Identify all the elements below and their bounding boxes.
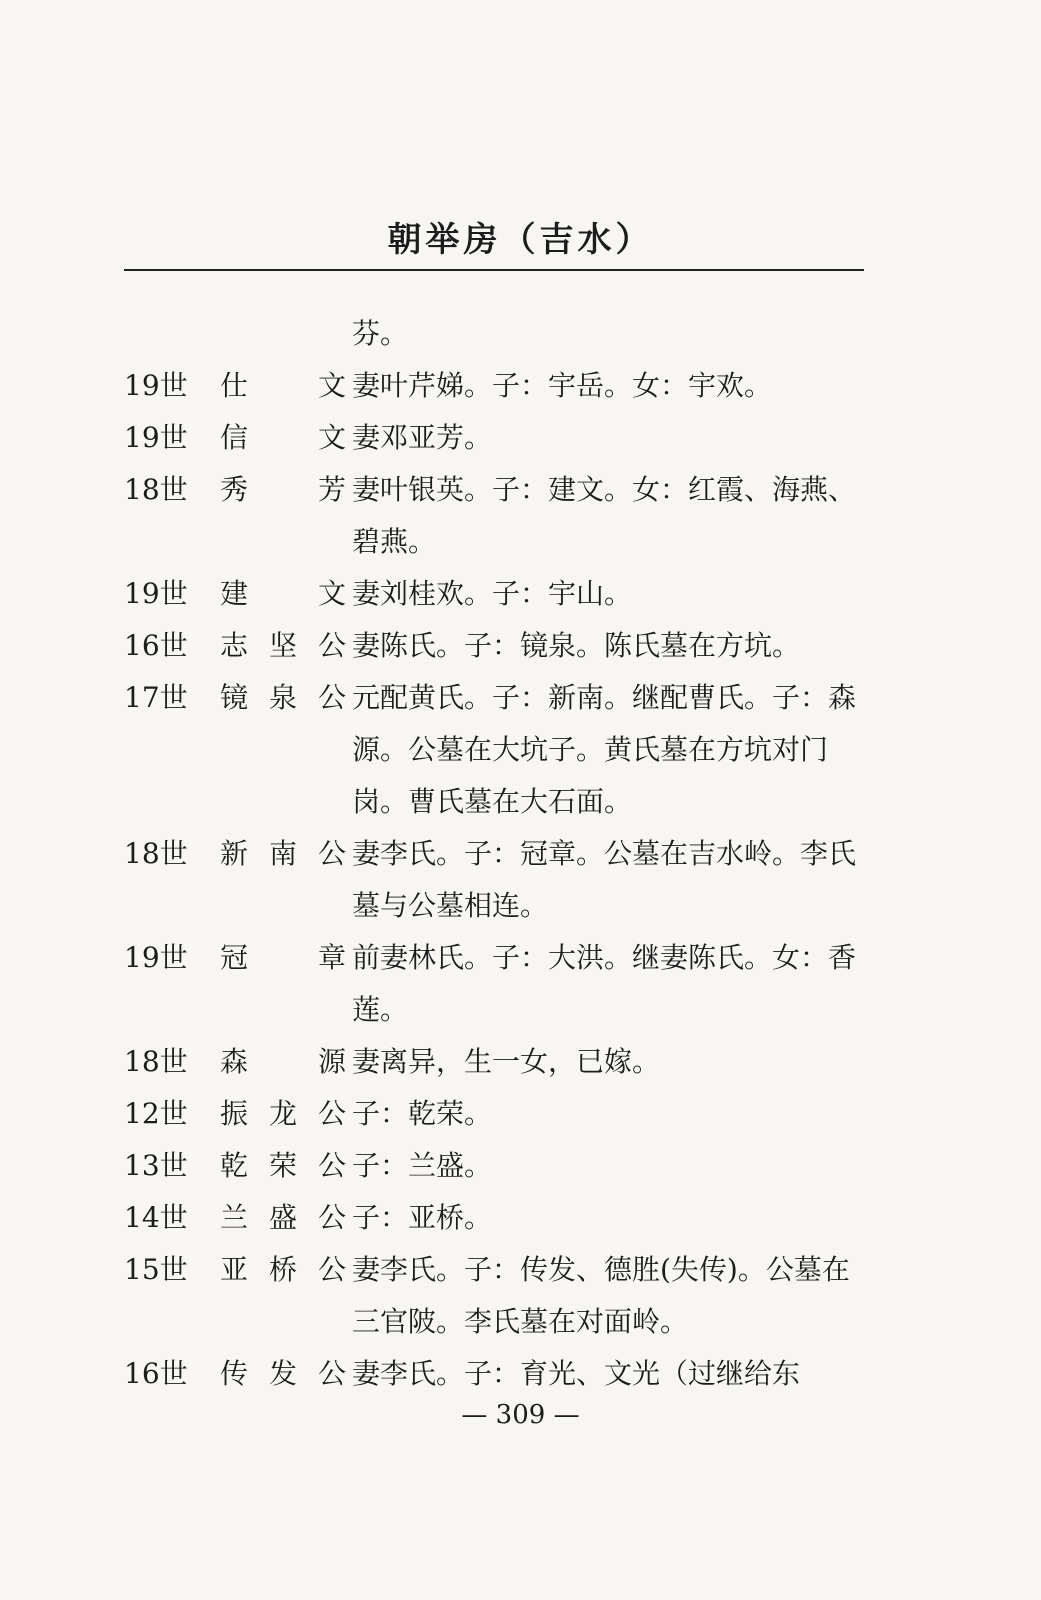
generation-label: 16世 bbox=[124, 1357, 188, 1390]
person-name: 秀芳 bbox=[220, 473, 346, 506]
list-item bbox=[124, 308, 869, 360]
generation-label: 14世 bbox=[124, 1201, 188, 1234]
list-item bbox=[124, 464, 869, 568]
generation-label: 19世 bbox=[124, 941, 188, 974]
list-item bbox=[124, 828, 869, 932]
generation-label: 18世 bbox=[124, 837, 188, 870]
person-name bbox=[220, 308, 350, 360]
entry-description: 妻李氏。子：育光、文光（过继给东 bbox=[352, 1357, 801, 1390]
person-name: 仕文 bbox=[220, 369, 346, 402]
entry-description: 芬。 bbox=[352, 317, 409, 350]
generation-label bbox=[124, 308, 220, 360]
person-name: 镜泉公 bbox=[220, 681, 346, 714]
person-name: 志坚公 bbox=[220, 629, 346, 662]
generation-label: 16世 bbox=[124, 629, 188, 662]
entry-description: 妻刘桂欢。子：宇山。 bbox=[352, 577, 633, 610]
page-title: 朝举房（吉水） bbox=[387, 220, 654, 260]
person-name: 冠章 bbox=[220, 941, 346, 974]
generation-label: 19世 bbox=[124, 421, 188, 454]
generation-label: 15世 bbox=[124, 1253, 188, 1286]
entry-description: 子：兰盛。 bbox=[352, 1149, 493, 1182]
entry-description: 妻邓亚芳。 bbox=[352, 421, 493, 454]
generation-label: 19世 bbox=[124, 577, 188, 610]
list-item bbox=[124, 1140, 869, 1192]
generation-label: 12世 bbox=[124, 1097, 188, 1130]
list-item bbox=[124, 672, 869, 828]
list-item bbox=[124, 360, 869, 412]
page-number: — 309 — bbox=[461, 1400, 580, 1430]
list-item bbox=[124, 620, 869, 672]
entry-description: 子：亚桥。 bbox=[352, 1201, 493, 1234]
list-item bbox=[124, 1244, 869, 1348]
entry-description: 子：乾荣。 bbox=[352, 1097, 493, 1130]
entry-description: 妻李氏。子：传发、德胜(失传)。公墓在三官陂。李氏墓在对面岭。 bbox=[352, 1253, 850, 1338]
list-item bbox=[124, 1348, 869, 1400]
list-item bbox=[124, 1036, 869, 1088]
person-name: 森源 bbox=[220, 1045, 346, 1078]
generation-label: 19世 bbox=[124, 369, 188, 402]
entry-description: 妻叶芹娣。子：宇岳。女：宇欢。 bbox=[352, 369, 773, 402]
generation-label: 18世 bbox=[124, 473, 188, 506]
person-name: 信文 bbox=[220, 421, 346, 454]
list-item bbox=[124, 412, 869, 464]
entry-description: 妻李氏。子：冠章。公墓在吉水岭。李氏墓与公墓相连。 bbox=[352, 837, 857, 922]
person-name: 亚桥公 bbox=[220, 1253, 346, 1286]
entry-description: 妻离异，生一女，已嫁。 bbox=[352, 1045, 661, 1078]
entry-description: 妻叶银英。子：建文。女：红霞、海燕、碧燕。 bbox=[352, 473, 857, 558]
list-item bbox=[124, 1088, 869, 1140]
person-name: 乾荣公 bbox=[220, 1149, 346, 1182]
list-item bbox=[124, 568, 869, 620]
genealogy-entries bbox=[124, 308, 869, 1400]
generation-label: 13世 bbox=[124, 1149, 188, 1182]
entry-description: 前妻林氏。子：大洪。继妻陈氏。女：香莲。 bbox=[352, 941, 857, 1026]
person-name: 建文 bbox=[220, 577, 346, 610]
person-name: 传发公 bbox=[220, 1357, 346, 1390]
entry-description: 妻陈氏。子：镜泉。陈氏墓在方坑。 bbox=[352, 629, 801, 662]
header-rule bbox=[124, 269, 864, 271]
generation-label: 18世 bbox=[124, 1045, 188, 1078]
list-item bbox=[124, 1192, 869, 1244]
person-name: 新南公 bbox=[220, 837, 346, 870]
person-name: 兰盛公 bbox=[220, 1201, 346, 1234]
person-name: 振龙公 bbox=[220, 1097, 346, 1130]
entry-description: 元配黄氏。子：新南。继配曹氏。子：森源。公墓在大坑子。黄氏墓在方坑对门岗。曹氏墓在大石面。 bbox=[352, 681, 857, 818]
generation-label: 17世 bbox=[124, 681, 188, 714]
list-item bbox=[124, 932, 869, 1036]
